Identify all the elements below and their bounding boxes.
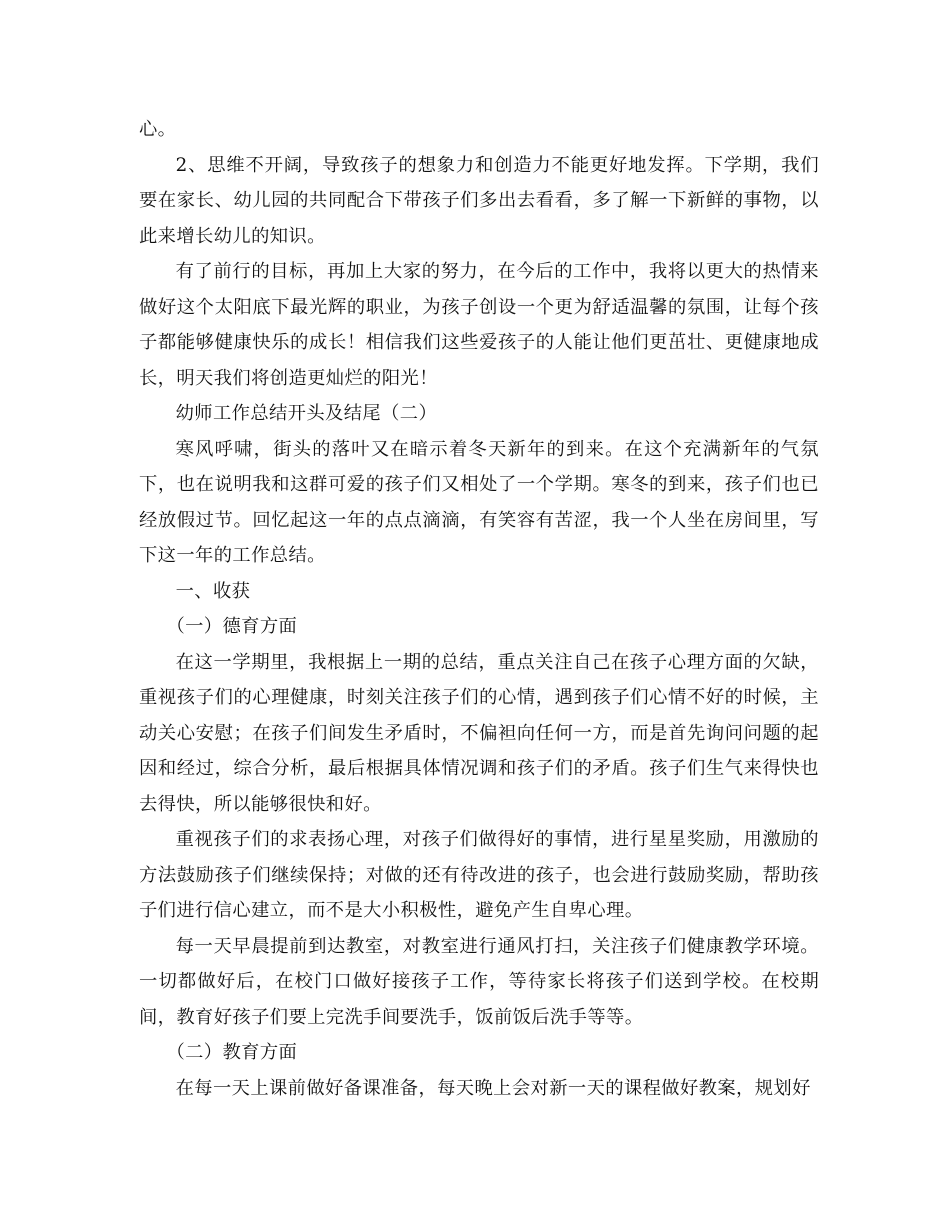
paragraph-intro: 寒风呼啸，街头的落叶又在暗示着冬天新年的到来。在这个充满新年的气氛下，也在说明我和这群可爱的孩子们又相处了一个学期。寒冬的到来，孩子们也已经放假过节。回忆起这一年的点点滴滴，有笑容有苦涩，我一个人坐在房间里，写下这一年的工作总结。 — [139, 438, 819, 566]
subheading-moral: （一）德育方面 — [166, 616, 298, 637]
paragraph-thinking: 2、思维不开阔，导致孩子的想象力和创造力不能更好地发挥。下学期，我们要在家长、幼儿园的共同配合下带孩子们多出去看看，多了解一下新鲜的事物，以此来增长幼儿的知识。 — [139, 154, 819, 247]
paragraph-moral-3: 每一天早晨提前到达教室，对教室进行通风打扫，关注孩子们健康教学环境。一切都做好后，在校门口做好接孩子工作，等待家长将孩子们送到学校。在校期间，教育好孩子们要上完洗手间要洗手，饭前饭后洗手等等。 — [139, 935, 819, 1028]
paragraph-continuation: 心。 — [139, 119, 177, 140]
paragraph-goals: 有了前行的目标，再加上大家的努力，在今后的工作中，我将以更大的热情来做好这个太阳底下最光辉的职业，为孩子创设一个更为舒适温馨的氛围，让每个孩子都能够健康快乐的成长！相信我们这些爱孩子的人能让他们更茁壮、更健康地成长，明天我们将创造更灿烂的阳光！ — [139, 261, 819, 389]
heading-harvest: 一、收获 — [175, 580, 251, 602]
section-title: 幼师工作总结开头及结尾（二） — [175, 403, 438, 424]
document-body — [139, 112, 819, 1106]
paragraph-education-1: 在每一天上课前做好备课准备，每天晚上会对新一天的课程做好教案，规划好 — [175, 1077, 811, 1099]
paragraph-moral-2: 重视孩子们的求表扬心理，对孩子们做得好的事情，进行星星奖励，用激励的方法鼓励孩子们继续保持；对做的还有待改进的孩子，也会进行鼓励奖励，帮助孩子们进行信心建立，而不是大小积极性，避免产生自卑心理。 — [139, 829, 819, 921]
subheading-education: （二）教育方面 — [166, 1042, 298, 1063]
paragraph-moral-1: 在这一学期里，我根据上一期的总结，重点关注自己在孩子心理方面的欠缺，重视孩子们的心理健康，时刻关注孩子们的心情，遇到孩子们心情不好的时候，主动关心安慰；在孩子们间发生矛盾时，不偏袒向任何一方，而是首先询问问题的起因和经过，综合分析，最后根据具体情况调和孩子们的矛盾。孩子们生气来得快也去得快，所以能够很快和好。 — [139, 651, 819, 815]
